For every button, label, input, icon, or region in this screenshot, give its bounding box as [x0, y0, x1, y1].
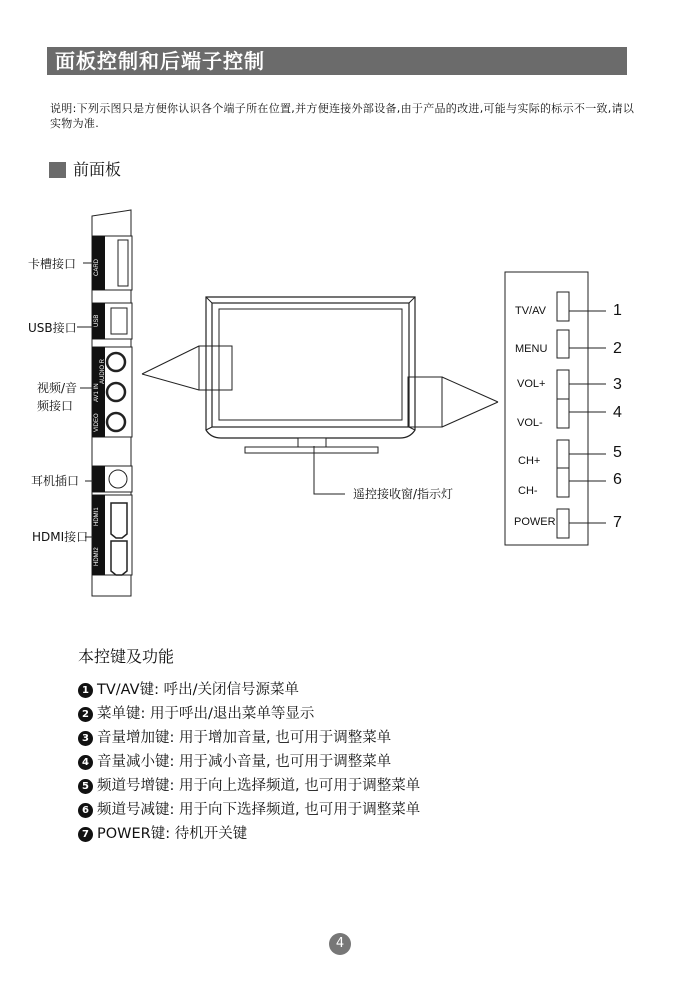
- number-badge-icon: 7: [78, 827, 93, 842]
- hdmi-port-label: HDMI接口: [32, 530, 89, 544]
- button-label-tvav: TV/AV: [515, 305, 546, 317]
- list-item: [78, 678, 420, 702]
- function-text: 菜单键: 用于呼出/退出菜单等显示: [97, 706, 315, 722]
- hdmi1-port-text: HDMI1: [94, 507, 100, 526]
- list-item: [78, 750, 420, 774]
- function-text: 音量增加键: 用于增加音量, 也可用于调整菜单: [97, 730, 392, 746]
- page-title: 面板控制和后端子控制: [55, 49, 265, 73]
- button-number: 6: [613, 471, 622, 488]
- button-number: 4: [613, 404, 622, 421]
- function-text: 频道号增键: 用于向上选择频道, 也可用于调整菜单: [97, 778, 421, 794]
- button-label-ch-up: CH+: [518, 455, 541, 467]
- button-label-menu: MENU: [515, 343, 548, 355]
- list-item: [78, 726, 420, 750]
- function-text: 频道号减键: 用于向下选择频道, 也可用于调整菜单: [97, 802, 421, 818]
- number-badge-icon: 5: [78, 779, 93, 794]
- usb-port-label: USB接口: [28, 321, 77, 335]
- list-item: [78, 774, 420, 798]
- button-label-ch-down: CH-: [518, 485, 538, 497]
- remote-sensor-label: 遥控接收窗/指示灯: [353, 487, 454, 501]
- front-panel-title: 前面板: [73, 160, 122, 179]
- card-port-text: CARD: [94, 258, 100, 276]
- number-badge-icon: 3: [78, 731, 93, 746]
- functions-title: 本控键及功能: [78, 647, 175, 666]
- page-number: 4: [329, 933, 351, 955]
- function-text: TV/AV键: 呼出/关闭信号源菜单: [97, 682, 299, 698]
- headphone-jack-label: 耳机插口: [31, 474, 80, 488]
- tv-illustration: [199, 297, 442, 453]
- button-label-vol-up: VOL+: [517, 378, 546, 390]
- av-port-label-line1: 视频/音: [37, 381, 78, 395]
- hdmi2-port-text: HDMI2: [94, 547, 100, 566]
- list-item: [78, 702, 420, 726]
- button-label-vol-down: VOL-: [517, 417, 543, 429]
- button-number: 3: [613, 376, 622, 393]
- button-number: 1: [613, 302, 622, 319]
- number-badge-icon: 2: [78, 707, 93, 722]
- number-badge-icon: 6: [78, 803, 93, 818]
- intro-note: 说明:下列示图只是方便你认识各个端子所在位置,并方便连接外部设备,由于产品的改进,可能与实际的标示不一致,请以实物为准.: [50, 102, 635, 130]
- card-slot-label: 卡槽接口: [28, 257, 77, 271]
- av-in-port-text: AV1 IN: [94, 383, 100, 402]
- usb-port-text: USB: [94, 314, 100, 327]
- av-port-label-line2: 频接口: [37, 399, 74, 413]
- button-number: 5: [613, 444, 622, 461]
- button-label-power: POWER: [514, 516, 556, 528]
- button-number: 2: [613, 340, 622, 357]
- video-port-text: VIDEO: [94, 413, 100, 432]
- number-badge-icon: 4: [78, 755, 93, 770]
- functions-list: [78, 678, 420, 846]
- list-item: [78, 798, 420, 822]
- number-badge-icon: 1: [78, 683, 93, 698]
- button-number: 7: [613, 514, 622, 531]
- audio-port-text: AUDIO R: [100, 358, 106, 384]
- function-text: 音量减小键: 用于减小音量, 也可用于调整菜单: [97, 754, 392, 770]
- list-item: [78, 822, 420, 846]
- function-text: POWER键: 待机开关键: [97, 826, 248, 842]
